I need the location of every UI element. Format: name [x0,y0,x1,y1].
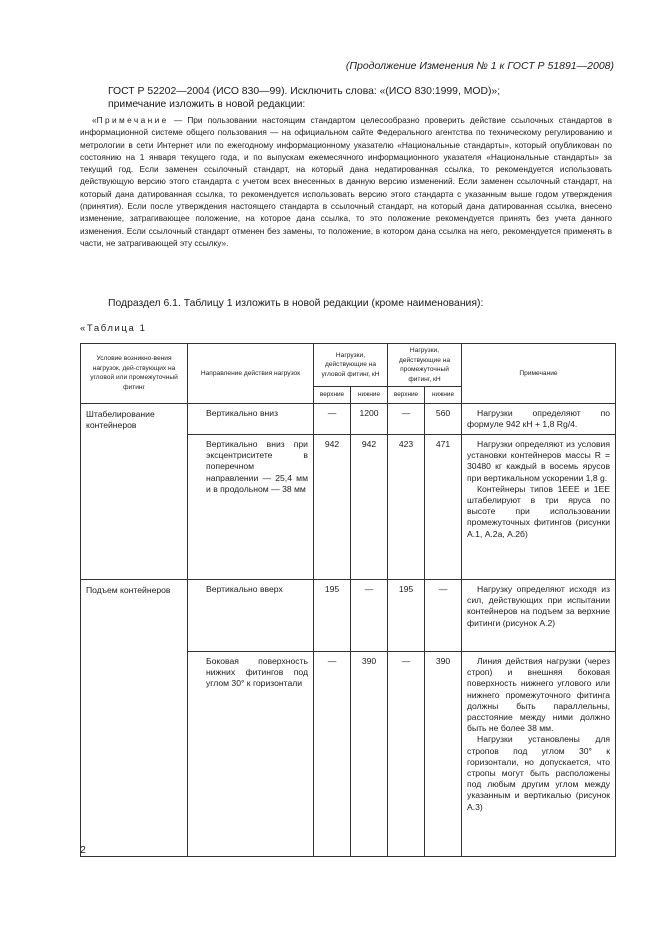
row-condition: Штабелирование контейнеров [81,403,188,579]
table-caption: «Таблица 1 [80,323,147,334]
cell-note [462,579,616,651]
header-intermediate-lower: нижние [425,387,462,404]
cell-corner-upper: 942 [314,434,351,579]
note-paragraph: Нагрузки определяют по формуле 942 кН + 1,8 Rg/4. [467,407,611,429]
cell-intermediate-lower: — [425,579,462,651]
cell-intermediate-upper: 195 [388,579,425,651]
cell-intermediate-lower: 471 [425,434,462,579]
loads-table [80,343,616,857]
row-direction: Вертикально вниз при эксцентриситете в поперечном направлении — 25,4 мм и в продольном — 38 мм [188,434,314,579]
cell-intermediate-upper: 423 [388,434,425,579]
cell-corner-lower: 942 [351,434,388,579]
table-row [81,579,616,651]
note-paragraph: Нагрузки установлены для стропов под углом 30° к горизонтали, но допускается, что стропы могут быть расположены под любым другим углом между указанным и вертикалью (рисунок А.3) [467,734,611,812]
cell-intermediate-lower: 560 [425,403,462,434]
cell-corner-upper: — [314,651,351,856]
cell-intermediate-upper: — [388,651,425,856]
cell-corner-lower: 390 [351,651,388,856]
cell-corner-upper: 195 [314,579,351,651]
note-text: — При пользовании настоящим стандартом целесообразно проверить действие ссылочных стандартов в информационной системе общего пользования — на официальном сайте Федерального агентства по техническому регулированию и метрологии в сети Интернет или по ежегодному информационному указателю «Национальные стандарты», который опубликован по состоянию на 1 января текущего года, и по выпускам ежемесячного информационного указателя «Национальные стандарты» за текущий год. Если заменен ссылочный стандарт, на который дана недатированная ссылка, то рекомендуется использовать действующую версию этого стандарта с учетом всех внесенных в данную версию изменений. Если заменен ссылочный стандарт, на который дана датированная ссылка, то рекомендуется использовать версию этого стандарта с указанным выше годом утверждения (принятия). Если после утверждения настоящего стандарта в ссылочный стандарт, на который дана датированная ссылка, внесено изменение, затрагивающее положение, на которое дана ссылка, то это положение рекомендуется принять без учета данного изменения. Если ссылочный стандарт отменен без замены, то положение, в котором дана ссылка на него, рекомендуется применять в части, не затрагивающей эту ссылку». [80,115,612,248]
cell-corner-upper: — [314,403,351,434]
intro-paragraph [108,85,618,111]
header-corner-upper: верхние [314,387,351,404]
note-open-quote: « [92,115,97,125]
page-number: 2 [80,844,86,856]
header-corner-fitting: Нагрузки, действующие на угловой фитинг, кН [314,344,388,387]
header-direction: Направление действия нагрузок [188,344,314,404]
header-note: Примечание [462,344,616,404]
page-header: (Продолжение Изменения № 1 к ГОСТ Р 51891—2008) [345,60,614,72]
note-paragraph: Нагрузки определяют из условия установки контейнеров массы R = 30480 кг каждый в восемь ярусов при вертикальном ускорении 1,8 g. [467,438,611,483]
note-paragraph: Нагрузку определяют исходя из сил, действующих при испытании контейнеров на подъем за верхние фитинги (рисунок А.2) [467,583,611,628]
header-corner-lower: нижние [351,387,388,404]
cell-intermediate-lower: 390 [425,651,462,856]
note-label: Примечание [96,115,169,125]
section-instruction: Подраздел 6.1. Таблицу 1 изложить в новой редакции (кроме наименования): [108,298,484,309]
cell-note [462,403,616,434]
intro-line-1: ГОСТ Р 52202—2004 (ИСО 830—99). Исключить слова: «(ИСО 830:1999, MOD)»; [108,86,501,97]
header-intermediate-fitting: Нагрузки, действующие на промежуточный фитинг, кН [388,344,462,387]
cell-intermediate-upper: — [388,403,425,434]
header-condition: Условие возникно-вения нагрузок, дей-ствующих на угловой или промежуточный фитинг [81,344,188,404]
table-row [81,403,616,434]
header-intermediate-upper: верхние [388,387,425,404]
row-direction: Вертикально вверх [188,579,314,651]
cell-corner-lower: 1200 [351,403,388,434]
note-block [80,114,612,249]
note-paragraph: Контейнеры типов 1ЕЕЕ и 1ЕЕ штабелируют в три яруса по высоте при использовании промежуточных фитингов (рисунки А.1, А.2а, А.2б) [467,483,611,539]
note-paragraph: Линия действия нагрузки (через строп) и внешняя боковая поверхность нижнего углового или нижнего промежуточного фитинга должны быть параллельны, расстояние между ними должно быть не более 38 мм. [467,655,611,734]
cell-note [462,651,616,856]
row-direction: Вертикально вниз [188,403,314,434]
row-direction: Боковая поверхность нижних фитингов под углом 30° к горизонтали [188,651,314,856]
row-condition: Подъем контейнеров [81,579,188,856]
cell-note [462,434,616,579]
cell-corner-lower: — [351,579,388,651]
intro-line-2: примечание изложить в новой редакции: [108,99,306,110]
